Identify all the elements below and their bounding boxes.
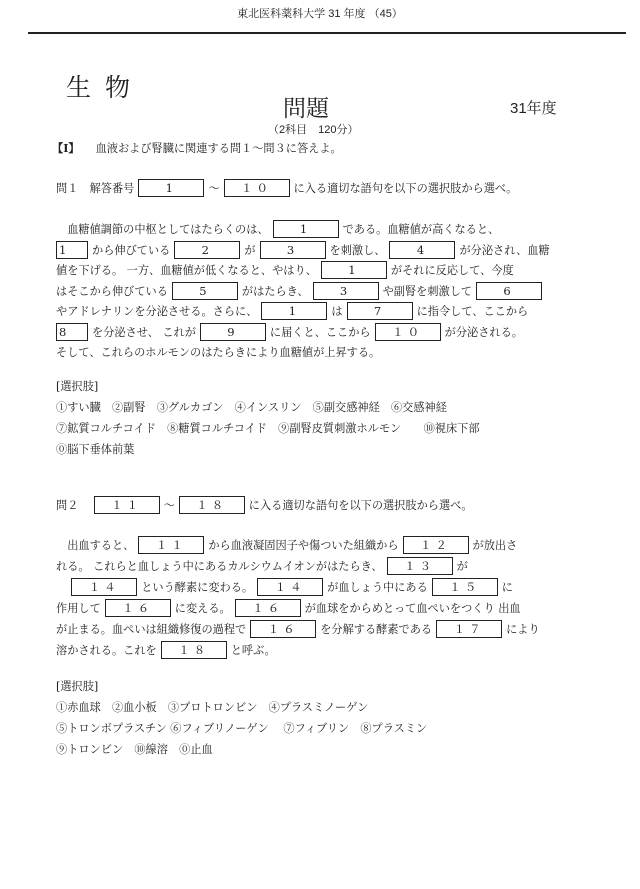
page-title: 問題 — [283, 95, 329, 121]
text-segment: が分泌され、血糖 — [459, 243, 550, 257]
choices-label: [選択肢] — [56, 380, 99, 393]
text-segment: 問１ 解答番号 — [56, 182, 135, 195]
text-segment: が血球をからめとって血ぺいをつくり 出血 — [304, 602, 521, 615]
answer-box: １６ — [235, 599, 301, 617]
answer-box: 6 — [476, 282, 542, 300]
text-segment: 値を下げる。 一方、血糖値が低くなると、やはり、 — [56, 264, 317, 277]
text-segment: 血糖値調節の中枢としてはたらくのは、 — [56, 223, 269, 236]
text-segment: は — [331, 305, 343, 318]
question-1-paragraph-line — [56, 322, 523, 342]
text-segment: に指令して、ここから — [416, 305, 529, 318]
text-segment: を分解する酵素である — [320, 623, 433, 636]
answer-box: 5 — [172, 282, 238, 300]
text-segment: を刺激し、 — [329, 243, 386, 257]
text-segment: そして、これらのホルモンのはたらきにより血糖値が上昇する。 — [56, 346, 381, 359]
answer-box: １０ — [224, 179, 290, 197]
text-segment: れる。 これらと血しょう中にあるカルシウムイオンがはたらき、 — [56, 560, 383, 573]
question-2-paragraph-line — [56, 535, 517, 555]
answer-box: 3 — [260, 241, 326, 259]
answer-box: １０ — [375, 323, 441, 341]
text-segment: 出血すると、 — [56, 539, 135, 552]
header-rule — [28, 32, 626, 34]
question-1-prompt — [56, 178, 517, 198]
text-segment: はそこから伸びている — [56, 284, 168, 298]
answer-box: 1 — [321, 261, 387, 279]
text-segment: 作用して — [56, 602, 101, 615]
text-segment — [56, 579, 67, 595]
running-header: 東北医科薬科大学 31 年度 （45） — [237, 8, 403, 20]
question-2-paragraph-line — [56, 577, 513, 597]
choice-line: ⑨トロンビン ⑩線溶 ⓪止血 — [56, 743, 213, 756]
answer-box: 2 — [174, 241, 240, 259]
section-label: 【I】 — [52, 141, 80, 155]
answer-box: 4 — [389, 241, 455, 259]
answer-box: １８ — [161, 641, 227, 659]
text-segment: が — [456, 560, 468, 573]
text-segment: に入る適切な語句を以下の選択肢から選べ。 — [248, 499, 473, 512]
text-segment: を分泌させ、 これが — [92, 325, 196, 339]
question-2-paragraph-line — [56, 640, 276, 660]
text-segment: がそれに反応して、今度 — [390, 264, 514, 277]
text-segment: と呼ぶ。 — [230, 644, 276, 657]
text-segment: が血しょう中にある — [327, 581, 428, 594]
answer-box: 1 — [138, 179, 204, 197]
text-segment: やアドレナリンを分泌させる。さらに、 — [56, 305, 258, 318]
question-2-prompt — [56, 495, 473, 515]
text-segment: が止まる。血ぺいは組織修復の過程で — [56, 623, 247, 636]
choice-line: ①すい臓 ②副腎 ③グルカゴン ④インスリン ⑤副交感神経 ⑥交感神経 — [56, 401, 447, 414]
question-1-paragraph-line — [56, 240, 550, 260]
text-segment: に届くと、ここから — [269, 325, 371, 339]
text-segment: 溶かされる。これを — [56, 644, 157, 657]
exam-year: 31年度 — [510, 100, 557, 117]
question-1-paragraph-line — [56, 301, 528, 321]
exam-duration: （2科目 120分） — [268, 124, 359, 136]
choices-label: [選択肢] — [56, 680, 99, 693]
answer-box: １６ — [250, 620, 316, 638]
choice-line: ⑦鉱質コルチコイド ⑧糖質コルチコイド ⑨副腎皮質刺激ホルモン ⑩視床下部 — [56, 422, 480, 435]
answer-box: １７ — [436, 620, 502, 638]
question-2-paragraph-line — [56, 598, 521, 618]
answer-box: １１ — [94, 496, 160, 514]
text-segment: が — [244, 243, 256, 257]
question-1-paragraph-line — [56, 260, 514, 280]
section-heading — [52, 138, 342, 158]
text-segment: から血液凝固因子や傷ついた組織から — [208, 539, 399, 552]
answer-box: １２ — [403, 536, 469, 554]
answer-box: 1 — [261, 302, 327, 320]
text-segment: から伸びている — [92, 243, 171, 257]
text-segment: ～ — [163, 499, 175, 512]
question-1-paragraph-line — [56, 342, 380, 362]
answer-box: １４ — [257, 578, 323, 596]
answer-box: １８ — [179, 496, 245, 514]
choice-line: ⑤トロンボプラスチン ⑥フィブリノーゲン ⑦フィブリン ⑧プラスミン — [56, 722, 428, 735]
section-text: 血液および腎臓に関連する問１～問３に答えよ。 — [95, 142, 342, 155]
answer-box: １６ — [105, 599, 171, 617]
answer-box: １５ — [432, 578, 498, 596]
text-segment: 問２ — [56, 499, 90, 512]
question-1-paragraph-line — [56, 219, 499, 239]
text-segment: である。血糖値が高くなると、 — [342, 223, 500, 236]
answer-box: 3 — [313, 282, 379, 300]
question-2-paragraph-line — [56, 619, 540, 639]
answer-box: 8 — [56, 323, 88, 341]
question-1-paragraph-line — [56, 281, 546, 301]
answer-box: 9 — [200, 323, 266, 341]
text-segment: が放出さ — [472, 539, 518, 552]
text-segment: や副腎を刺激して — [382, 284, 473, 298]
text-segment: という酵素に変わる。 — [141, 581, 254, 594]
answer-box: 7 — [347, 302, 413, 320]
question-2-paragraph-line — [56, 556, 468, 576]
text-segment: に変える。 — [174, 602, 231, 615]
text-segment: に — [501, 581, 513, 594]
answer-box: 1 — [56, 241, 88, 259]
answer-box: １３ — [387, 557, 453, 575]
text-segment: ～ — [208, 182, 220, 195]
text-segment: が分泌される。 — [444, 325, 523, 339]
answer-box: １４ — [71, 578, 137, 596]
answer-box: 1 — [273, 220, 339, 238]
text-segment: に入る適切な語句を以下の選択肢から選べ。 — [293, 182, 518, 195]
text-segment: により — [506, 623, 540, 636]
choice-line: ⓪脳下垂体前葉 — [56, 443, 135, 456]
choice-line: ①赤血球 ②血小板 ③プロトロンビン ④プラスミノーゲン — [56, 701, 369, 714]
answer-box: １１ — [138, 536, 204, 554]
text-segment: がはたらき、 — [241, 284, 309, 298]
subject-title: 生物 — [66, 74, 145, 102]
